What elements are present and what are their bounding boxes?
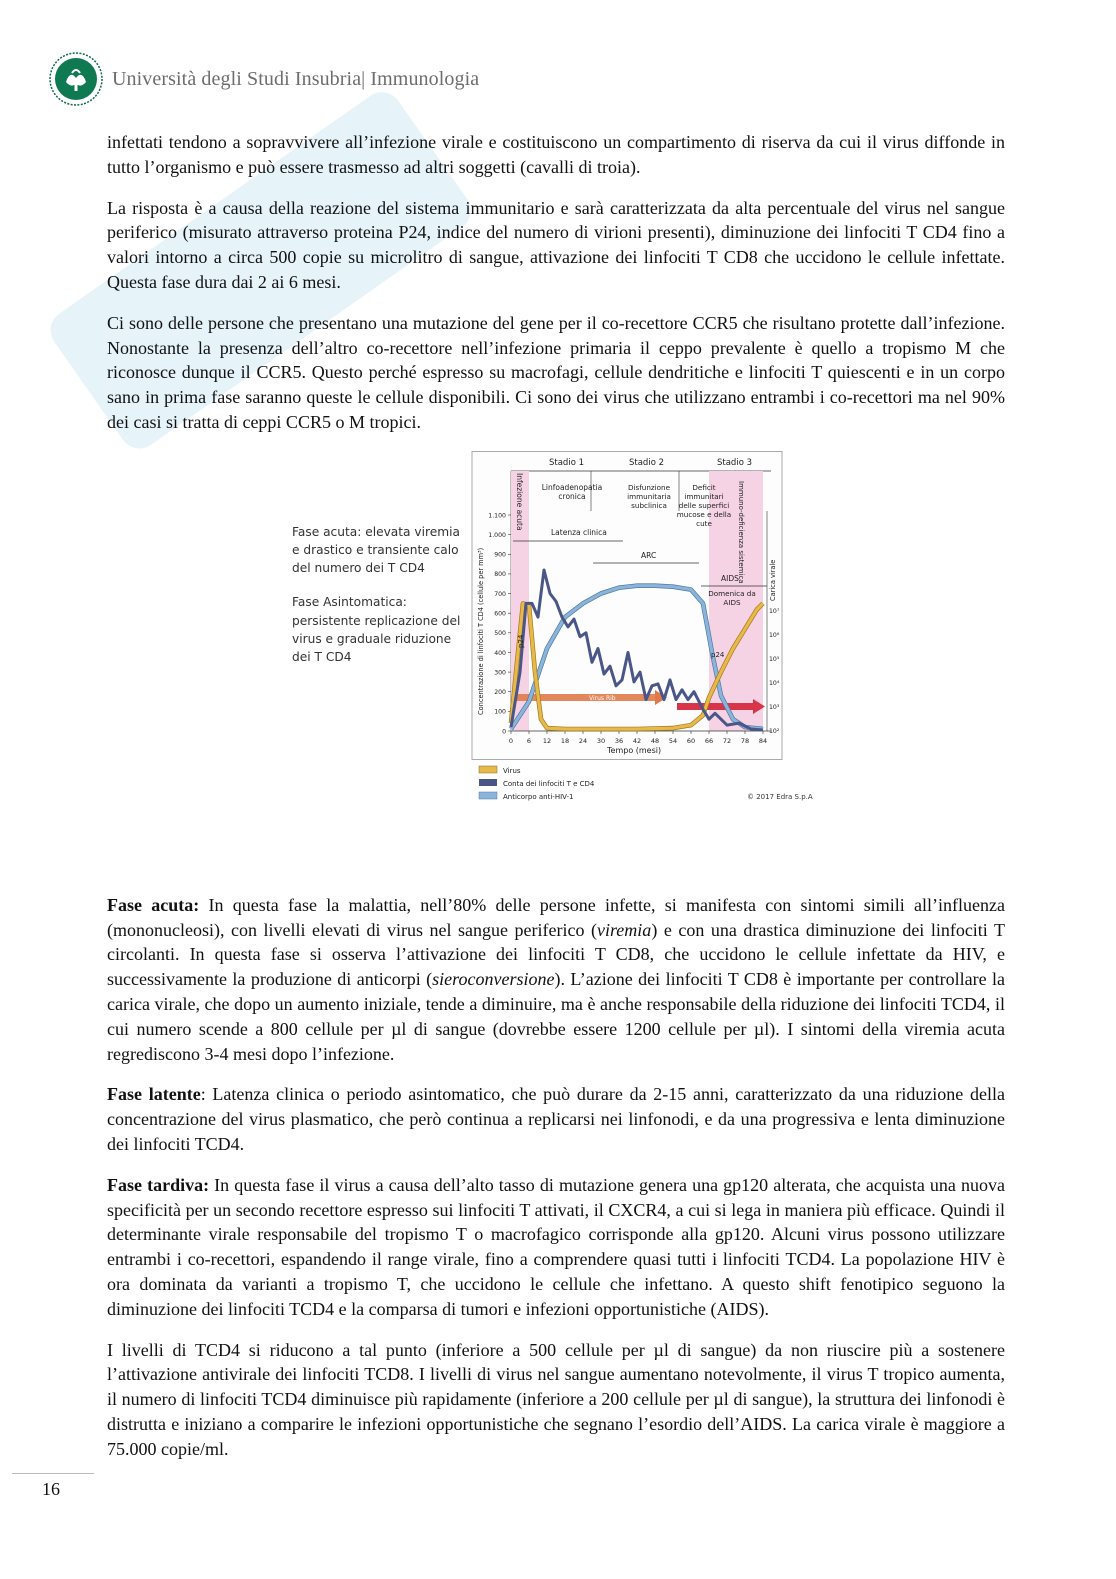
stage-label: Stadio 2 <box>629 457 665 468</box>
legend-label: Anticorpo anti-HIV-1 <box>503 792 574 801</box>
x-tick-label: 42 <box>632 736 642 745</box>
university-logo <box>48 51 104 107</box>
virus-arrow-label: Virus Rib <box>589 694 616 702</box>
y-tick-label: 800 <box>494 570 506 578</box>
x-tick-label: 18 <box>560 736 570 745</box>
virus-arrow <box>513 694 655 701</box>
section-title: Fase latente <box>107 1084 201 1105</box>
footer-divider <box>12 1473 94 1474</box>
hiv-course-figure <box>107 451 1005 873</box>
x-tick-label: 24 <box>578 736 588 745</box>
y-tick-label: 600 <box>494 610 506 618</box>
legend-label: Conta dei linfociti T e CD4 <box>503 779 595 788</box>
y2-tick-label: 10⁶ <box>769 631 780 639</box>
section-text: : Latenza clinica o periodo asintomatico, che può durare da 2-15 anni, caratterizzato da una riduzione della concentrazione del virus plasmatico, che però continua a replicarsi nei linfonodi, e da una progressiva e lenta diminuzione dei linfociti TCD4. <box>107 1084 1006 1154</box>
legend-swatch-virus <box>479 766 497 773</box>
stage-label: Stadio 1 <box>549 457 585 468</box>
legend-label: Virus <box>503 766 521 775</box>
section-text: ). L’azione dei linfociti T CD8 è importante per controllare la carica virale, che dopo un aumento iniziale, tende a diminuire, ma è anche responsabile della riduzione dei linfociti TCD4, il cui numero scende a 800 cellule per µl di sangue (dovrebbe essere 1200 cellule per µl). I sintomi della viremia acuta regrediscono 3-4 mesi dopo l’infezione. <box>107 969 1006 1064</box>
section-tardiva <box>107 1173 1005 1322</box>
legend <box>479 766 595 801</box>
section-text: In questa fase il virus a causa dell’alto tasso di mutazione genera una gp120 alterata, che acquista una nuova specificità per un secondo recettore espresso sui linfociti T attivati, il CXCR4, a cui si lega in maniera più efficace. Quindi il determinante virale responsabile del tropismo T o macrofagico corrisponde alla gp120. Alcuni virus possono utilizzare entrambi i co-recettori, espandendo il range virale, fino a comprendere quasi tutti i linfociti TCD4. La popolazione HIV è ora dominata da varianti a tropismo T, che uccidono le cellule che infettano. A questo shift fenotipico seguono la diminuzione dei linfociti TCD4 e la comparsa di tumori e infezioni opportunistiche (AIDS). <box>107 1174 1005 1319</box>
x-tick-label: 72 <box>722 736 732 745</box>
phase-label-box <box>537 483 607 513</box>
y2-tick-label: 10⁷ <box>769 607 780 615</box>
phase-label-box <box>619 483 679 519</box>
x-axis-label: Tempo (mesi) <box>607 745 662 755</box>
x-tick-label: 78 <box>740 736 750 745</box>
page-header <box>48 50 479 108</box>
y2-axis-label: Carica virale <box>769 559 777 601</box>
section-text: ) e con una drastica diminuzione dei linfociti T circolanti. In questa fase si osserva l’attivazione dei linfociti T CD8, che uccidono le cellule infettate da HIV, e successivamente la produzione di anticorpi ( <box>107 919 1005 990</box>
phase-label-box <box>675 483 733 539</box>
paragraph: infettati tendono a sopravvivere all’infezione virale e costituiscono un compartimento di riserva da cui il virus diffonde in tutto l’organismo e può essere trasmesso ad altri soggetti (cavalli di troia). <box>107 132 1005 177</box>
emphasis: viremia <box>596 919 652 940</box>
legend-swatch-antibody <box>479 792 497 799</box>
y-tick-label: 100 <box>494 708 506 716</box>
emphasis: sieroconversione <box>432 969 555 990</box>
paragraph: La risposta è a causa della reazione del sistema immunitario e sarà caratterizzata da alta percentuale del virus nel sangue periferico (misurato attraverso proteina P24, indice del numero di virioni presenti), diminuzione dei linfociti T CD4 fino a valori intorno a circa 500 copie su microlitro di sangue, attivazione dei linfociti T CD8 che uccidono le cellule infettate. Questa fase dura dai 2 ai 6 mesi. <box>107 197 1005 292</box>
x-tick-label: 0 <box>508 736 514 745</box>
header-title: Università degli Studi Insubria| Immunologia <box>112 67 480 90</box>
phase-label-box <box>707 589 757 615</box>
phase-label: Latenza clinica <box>551 527 607 537</box>
y2-tick-label: 10³ <box>769 703 780 711</box>
y-tick-label: 0 <box>502 728 506 736</box>
page-number: 16 <box>42 1479 60 1499</box>
caption-asymptomatic: Fase Asintomatica: persistente replicazione del virus e graduale riduzione dei T CD4 <box>292 595 461 664</box>
x-tick-label: 84 <box>758 736 768 745</box>
x-tick-label: 36 <box>614 736 624 745</box>
y2-tick-label: 10⁴ <box>769 679 780 687</box>
phase-label: Infezione acuta <box>515 472 524 531</box>
y-tick-label: 300 <box>494 669 506 677</box>
caption-acute: Fase acuta: elevata viremia e drastico e transiente calo del numero dei T CD4 <box>292 524 460 576</box>
y-tick-label: 200 <box>494 688 506 696</box>
phase-label: Disfunzione immunitaria subclinica <box>627 482 671 510</box>
x-tick-label: 60 <box>686 736 696 745</box>
y-tick-label: 900 <box>494 551 506 559</box>
paragraph: I livelli di TCD4 si riducono a tal punto (inferiore a 500 cellule per µl di sangue) da non riuscire più a sostenere l’attivazione antivirale dei linfociti TCD8. I livelli di virus nel sangue aumentano notevolmente, il virus T tropico aumenta, il numero di linfociti TCD4 diminuisce più rapidamente (inferiore a 200 cellule per µl di sangue), la struttura dei linfonodi è distrutta e iniziano a comparire le infezioni opportunistiche che segnano l’esordio dell’AIDS. La carica virale è maggiore a 75.000 copie/ml. <box>107 1339 1005 1459</box>
section-latente <box>107 1082 1005 1156</box>
section-title: Fase tardiva: <box>107 1174 210 1195</box>
paragraph: Ci sono delle persone che presentano una mutazione del gene per il co-recettore CCR5 che risultano protette dall’infezione. Nonostante la presenza dell’altro co-recettore nell’infezione primaria il ceppo prevalente è quello a tropismo M che riconosce dunque il CCR5. Questo perché espresso su macrofagi, cellule dendritiche e linfociti T quiescenti e in un corpo sano in prima fase saranno queste le cellule disponibili. Ci sono dei virus che utilizzano entrambi i co-recettori ma nel 90% dei casi si tratta di ceppi CCR5 o M tropici. <box>107 312 1005 432</box>
phase-label: Linfoadenopatia cronica <box>541 482 603 501</box>
page-content <box>107 130 1005 1478</box>
phase-label: Deficit immunitari delle superfici mucose e della cute <box>676 482 732 528</box>
y-tick-label: 1.100 <box>488 512 506 520</box>
x-tick-label: 6 <box>526 736 532 745</box>
section-text: In questa fase la malattia, nell’80% delle persone infette, si manifesta con sintomi simili all’influenza (mononucleosi), con livelli elevati di virus nel sangue periferico ( <box>107 894 1005 940</box>
x-tick-label: 12 <box>542 736 552 745</box>
section-acuta <box>107 893 1005 1067</box>
y-tick-label: 1.000 <box>488 531 506 539</box>
x-tick-label: 48 <box>650 736 660 745</box>
figure-caption <box>292 523 462 682</box>
phase-label: Immuno-deficienza sistemica <box>737 480 745 584</box>
phase-label: ARC <box>641 550 657 560</box>
red-arrow <box>677 703 753 710</box>
copyright: © 2017 Edra S.p.A <box>747 792 813 801</box>
phase-label: Domenica da AIDS <box>708 588 756 607</box>
hiv-chart <box>471 451 821 873</box>
x-tick-label: 66 <box>704 736 714 745</box>
phase-label: AIDS <box>721 573 739 583</box>
stage-label: Stadio 3 <box>717 457 753 468</box>
section-title: Fase acuta: <box>107 894 200 915</box>
series-label: p24 <box>517 634 525 648</box>
y-tick-label: 700 <box>494 590 506 598</box>
series-label: p24 <box>711 650 725 659</box>
y2-tick-label: 10⁵ <box>769 655 780 663</box>
x-tick-label: 54 <box>668 736 678 745</box>
y-tick-label: 500 <box>494 629 506 637</box>
y-tick-label: 400 <box>494 649 506 657</box>
y-axis-label: Concentrazione di linfociti T CD4 (cellule per mm³) <box>477 547 485 715</box>
legend-swatch-cd4 <box>479 779 497 786</box>
x-tick-label: 30 <box>596 736 606 745</box>
y2-tick-label: 10² <box>769 727 780 735</box>
